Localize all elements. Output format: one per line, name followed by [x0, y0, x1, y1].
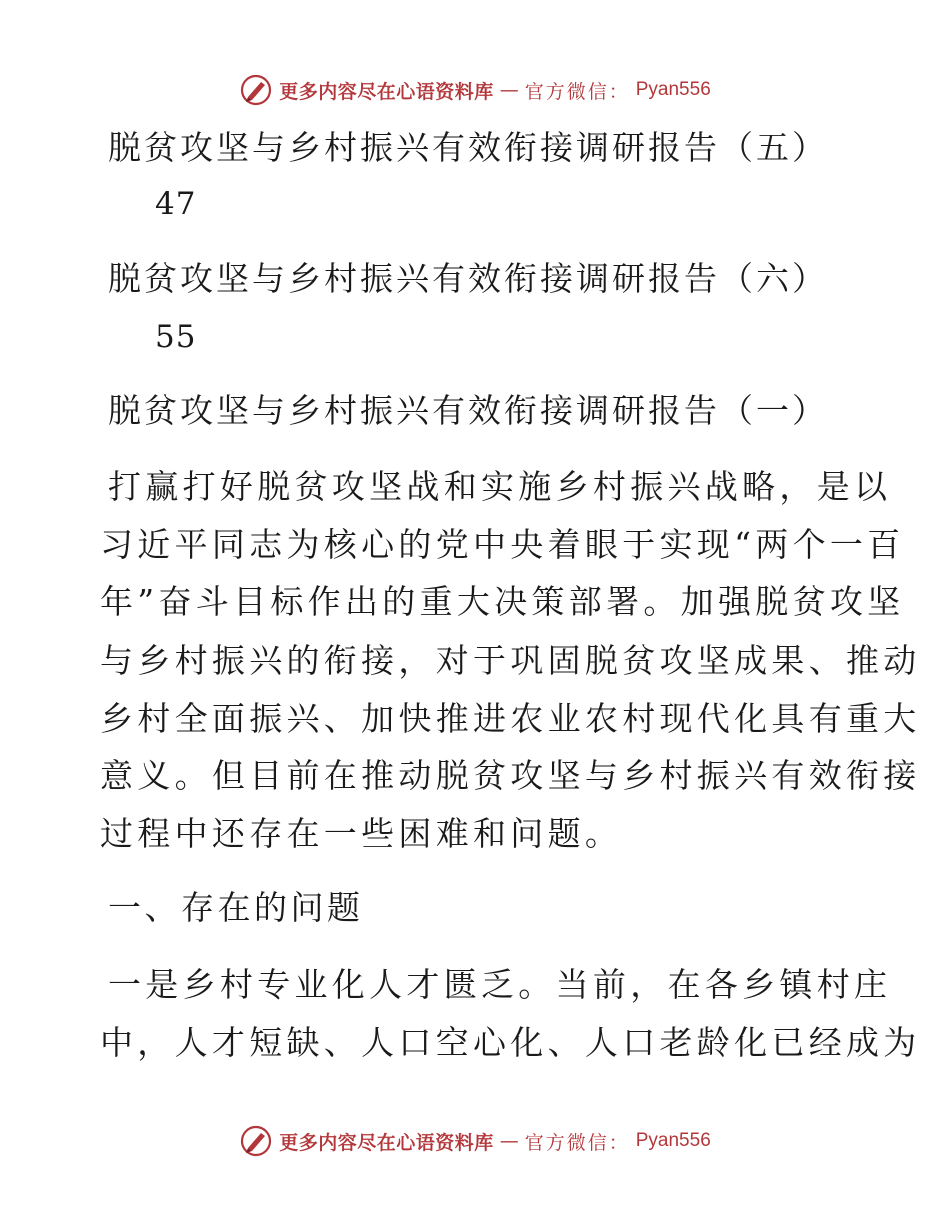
paragraph-line: 年”奋斗目标作出的重大决策部署。加强脱贫攻坚: [100, 582, 905, 621]
toc-entry-title[interactable]: 脱贫攻坚与乡村振兴有效衔接调研报告（六）: [108, 259, 828, 298]
footer-dash: —: [499, 1130, 519, 1152]
pen-logo-icon: [239, 1124, 273, 1158]
footer-banner: [0, 1121, 950, 1161]
toc-entry-title[interactable]: 脱贫攻坚与乡村振兴有效衔接调研报告（五）: [108, 128, 828, 167]
paragraph-line: 意义。但目前在推动脱贫攻坚与乡村振兴有效衔接: [100, 756, 921, 795]
section-heading: 一、存在的问题: [108, 888, 364, 927]
paragraph-line: 与乡村振兴的衔接，对于巩固脱贫攻坚成果、推动: [100, 641, 921, 680]
paragraph-line: 乡村全面振兴、加快推进农业农村现代化具有重大: [100, 699, 921, 738]
footer-wechat-id: Pyan556: [635, 1130, 711, 1151]
article-title: 脱贫攻坚与乡村振兴有效衔接调研报告（一）: [108, 391, 828, 430]
header-dash: —: [499, 79, 519, 101]
paragraph-line: 习近平同志为核心的党中央着眼于实现“两个一百: [100, 525, 905, 564]
toc-entry-page: 55: [155, 319, 197, 355]
paragraph-line: 打赢打好脱贫攻坚战和实施乡村振兴战略，是以: [108, 467, 892, 506]
header-banner: [0, 70, 950, 110]
header-brand: 更多内容尽在心语资料库: [279, 80, 494, 103]
footer-brand: 更多内容尽在心语资料库: [279, 1131, 494, 1154]
pen-logo-icon: [239, 73, 273, 107]
toc-entry-page: 47: [155, 186, 197, 222]
footer-official-label: 官方微信：: [524, 1131, 630, 1154]
paragraph-line: 中，人才短缺、人口空心化、人口老龄化已经成为: [100, 1023, 921, 1062]
paragraph-line: 一是乡村专业化人才匮乏。当前，在各乡镇村庄: [108, 965, 892, 1004]
paragraph-line: 过程中还存在一些困难和问题。: [100, 814, 623, 853]
header-official-label: 官方微信：: [524, 80, 630, 103]
header-wechat-id: Pyan556: [635, 79, 711, 100]
